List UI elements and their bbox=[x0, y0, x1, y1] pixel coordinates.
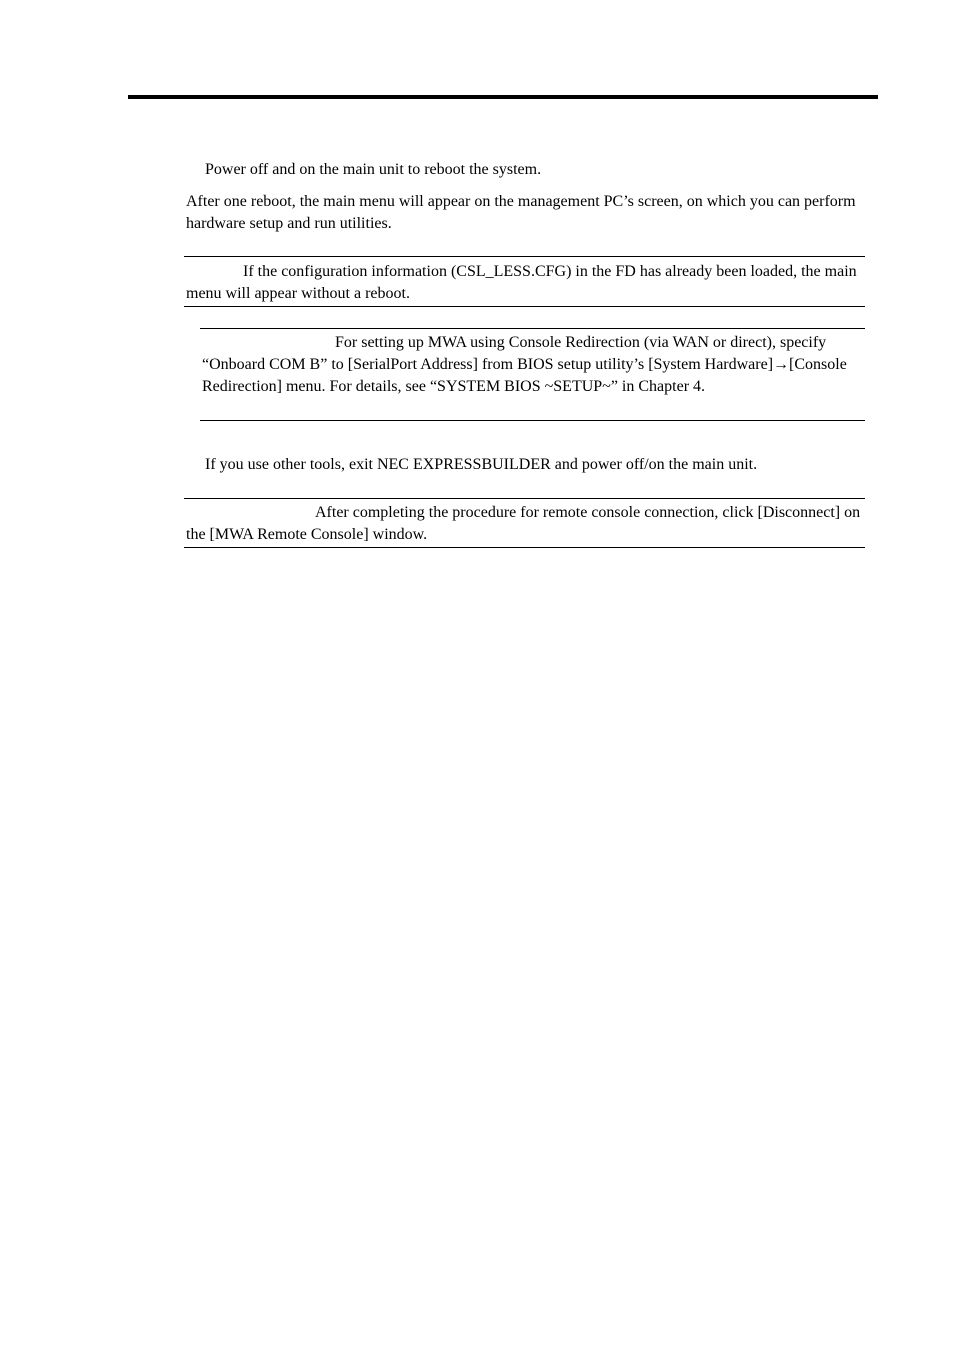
note-disconnect-text: After completing the procedure for remote console connection, click [Disconnect] on the [MWA Remote Console] window. bbox=[186, 504, 861, 543]
note-config-box bbox=[184, 256, 865, 307]
header-rule bbox=[128, 95, 878, 99]
note-config-text: If the configuration information (CSL_LESS.CFG) in the FD has already been loaded, the main menu will appear without a reboot. bbox=[186, 263, 857, 302]
step-other-tools-text: If you use other tools, exit NEC EXPRESSBUILDER and power off/on the main unit. bbox=[205, 456, 758, 473]
note-disconnect-box bbox=[184, 498, 865, 548]
after-reboot-text: After one reboot, the main menu will appear on the management PC’s screen, on which you can perform hardware setup and run utilities. bbox=[186, 193, 856, 232]
note-mwa-box bbox=[200, 328, 865, 421]
step-reboot-text: Power off and on the main unit to reboot the system. bbox=[205, 161, 542, 178]
note-mwa-text: For setting up MWA using Console Redirection (via WAN or direct), specify “Onboard COM B” to [SerialPort Address] from BIOS setup utility’s [System Hardware]→[Console Redirection] menu. For details, see “SYSTEM BIOS ~SETUP~” in Chapter 4. bbox=[202, 334, 847, 395]
